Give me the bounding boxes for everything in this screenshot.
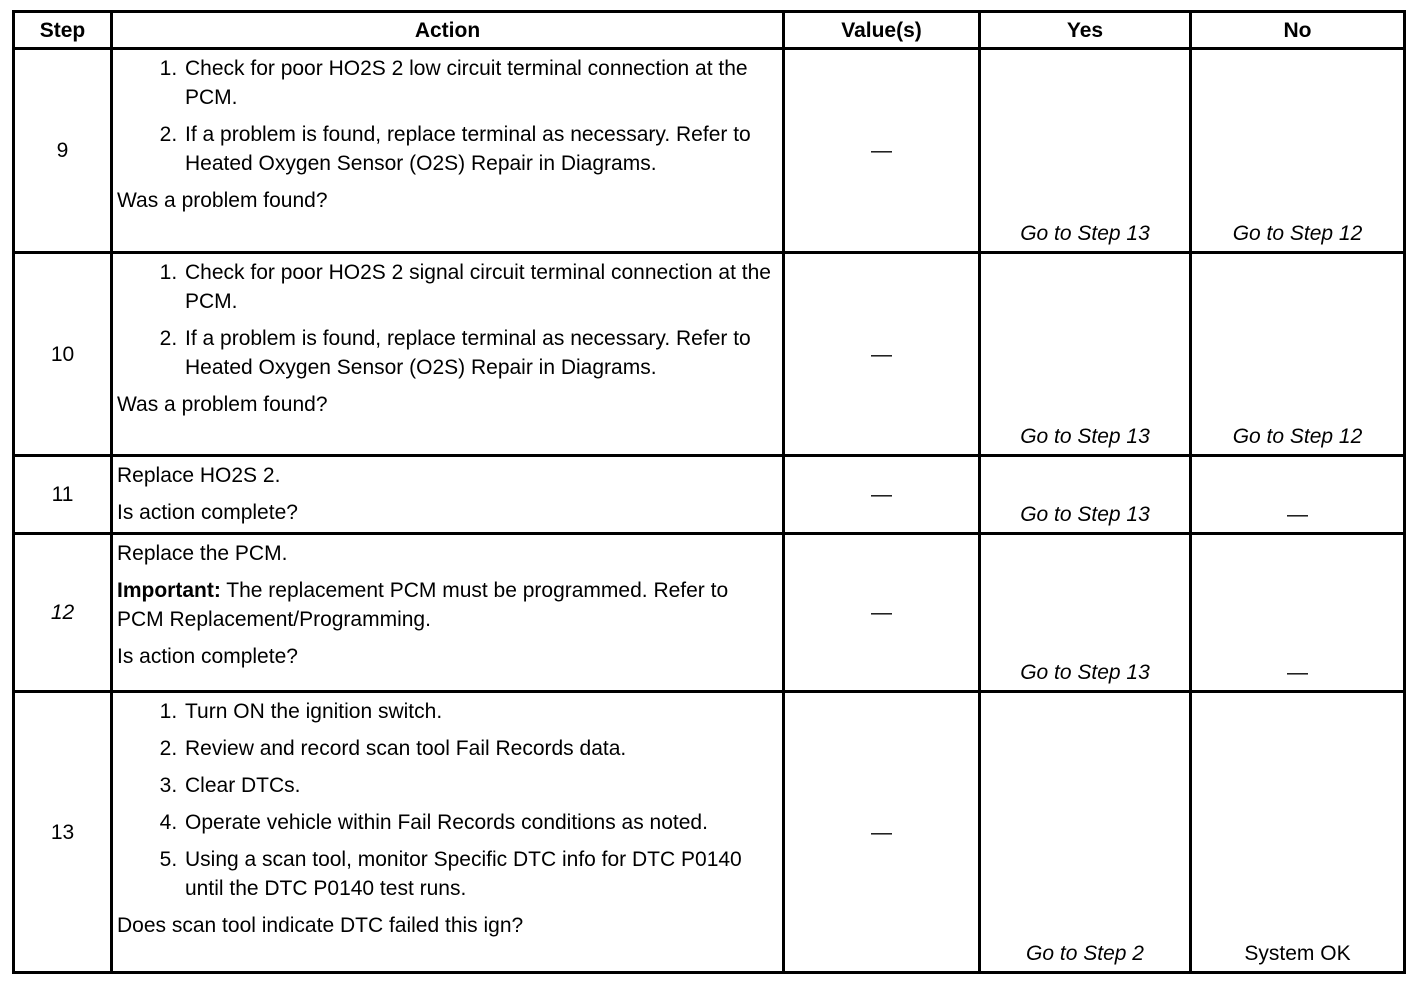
header-yes: Yes <box>980 12 1191 49</box>
action-cell <box>112 692 784 973</box>
action-cell <box>112 534 784 692</box>
no-link[interactable]: Go to Step 12 <box>1232 425 1363 448</box>
yes-link[interactable]: Go to Step 13 <box>1020 503 1150 526</box>
list-item: 5. Using a scan tool, monitor Specific DTC info for DTC P0140 until the DTC P0140 test runs. <box>183 845 776 903</box>
yes-link[interactable]: Go to Step 13 <box>1020 425 1150 448</box>
step-number: 10 <box>14 253 112 456</box>
yes-link[interactable]: Go to Step 2 <box>1026 942 1144 965</box>
action-question: Is action complete? <box>117 501 298 524</box>
no-cell <box>1191 534 1405 692</box>
header-step: Step <box>14 12 112 49</box>
yes-cell <box>980 534 1191 692</box>
yes-link[interactable]: Go to Step 13 <box>1020 222 1150 245</box>
action-line: Replace the PCM. <box>117 542 288 565</box>
table-row-step-12 <box>14 534 1405 692</box>
no-cell <box>1191 253 1405 456</box>
list-item: 3. Clear DTCs. <box>183 771 776 800</box>
no-value: System OK <box>1244 942 1351 965</box>
step-number: 13 <box>14 692 112 973</box>
list-item: 1. Turn ON the ignition switch. <box>183 697 776 726</box>
value-cell: — <box>784 456 980 534</box>
value-cell: — <box>784 49 980 253</box>
no-cell <box>1191 692 1405 973</box>
step-number: 9 <box>14 49 112 253</box>
step-number: 11 <box>14 456 112 534</box>
table-row-step-11 <box>14 456 1405 534</box>
header-no: No <box>1191 12 1405 49</box>
important-label: Important: <box>117 579 221 602</box>
yes-cell <box>980 49 1191 253</box>
action-cell <box>112 253 784 456</box>
action-cell <box>112 49 784 253</box>
no-value: — <box>1287 503 1308 526</box>
value-cell: — <box>784 692 980 973</box>
no-cell <box>1191 49 1405 253</box>
yes-cell <box>980 692 1191 973</box>
action-list <box>117 258 776 382</box>
list-item: 2. If a problem is found, replace terminal as necessary. Refer to Heated Oxygen Sensor (O2S) Repair in Diagrams. <box>183 120 776 178</box>
action-list <box>117 54 776 178</box>
list-item: 1. Check for poor HO2S 2 low circuit terminal connection at the PCM. <box>183 54 776 112</box>
important-note <box>117 576 776 634</box>
action-question: Was a problem found? <box>117 189 328 212</box>
value-cell: — <box>784 253 980 456</box>
action-list <box>117 697 776 903</box>
list-item: 2. Review and record scan tool Fail Records data. <box>183 734 776 763</box>
important-text: The replacement PCM must be programmed. Refer to PCM Replacement/Programming. <box>117 579 729 631</box>
list-item: 2. If a problem is found, replace terminal as necessary. Refer to Heated Oxygen Sensor (O2S) Repair in Diagrams. <box>183 324 776 382</box>
diagnostic-table <box>12 10 1406 974</box>
action-question: Does scan tool indicate DTC failed this ign? <box>117 914 524 937</box>
header-values: Value(s) <box>784 12 980 49</box>
list-item: 1. Check for poor HO2S 2 signal circuit terminal connection at the PCM. <box>183 258 776 316</box>
yes-link[interactable]: Go to Step 13 <box>1020 661 1150 684</box>
table-row-step-13 <box>14 692 1405 973</box>
header-action: Action <box>112 12 784 49</box>
action-line: Replace HO2S 2. <box>117 464 281 487</box>
yes-cell <box>980 456 1191 534</box>
no-cell <box>1191 456 1405 534</box>
step-number: 12 <box>14 534 112 692</box>
action-cell <box>112 456 784 534</box>
action-question: Was a problem found? <box>117 393 328 416</box>
list-item: 4. Operate vehicle within Fail Records conditions as noted. <box>183 808 776 837</box>
table-row-step-9 <box>14 49 1405 253</box>
no-link[interactable]: Go to Step 12 <box>1232 222 1363 245</box>
no-value: — <box>1287 661 1308 684</box>
yes-cell <box>980 253 1191 456</box>
table-row-step-10 <box>14 253 1405 456</box>
header-row <box>14 12 1405 49</box>
action-question: Is action complete? <box>117 645 298 668</box>
value-cell: — <box>784 534 980 692</box>
